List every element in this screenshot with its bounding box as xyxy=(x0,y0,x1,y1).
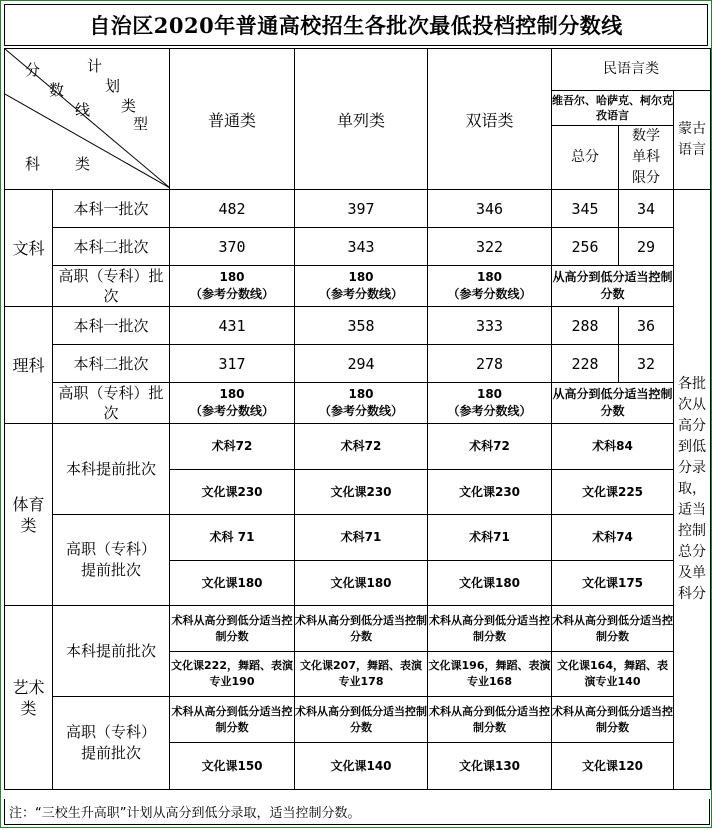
batch-label: 本科二批次 xyxy=(53,345,170,383)
diag-label-ji: 计 xyxy=(87,57,103,75)
score-cell: 术科从高分到低分适当控制分数 xyxy=(170,606,295,652)
footnote: 注：“三校生升高职”计划从高分到低分录取，适当控制分数。 xyxy=(4,799,710,825)
score-cell: 288 xyxy=(552,307,619,345)
score-cell: 文化课196，舞蹈、表演专业168 xyxy=(428,652,552,697)
score-cell: 从高分到低分适当控制分数 xyxy=(552,383,674,424)
score-cell: 文化课164，舞蹈、表演专业140 xyxy=(552,652,674,697)
col-header-weiwuer: 维吾尔、哈萨克、柯尔克孜语言 xyxy=(552,91,674,126)
score-cell: 180 （参考分数线） xyxy=(170,383,295,424)
batch-label: 高职（专科）提前批次 xyxy=(53,697,170,790)
score-cell: 文化课130 xyxy=(428,743,552,790)
col-header-menggu: 蒙古语言 xyxy=(674,91,711,190)
score-cell: 术科72 xyxy=(295,424,428,470)
score-cell: 文化课150 xyxy=(170,743,295,790)
score-cell: 术科从高分到低分适当控制分数 xyxy=(295,606,428,652)
batch-label: 本科提前批次 xyxy=(53,424,170,515)
score-cell: 术科71 xyxy=(428,515,552,561)
score-cell: 36 xyxy=(619,307,674,345)
score-cell: 术科从高分到低分适当控制分数 xyxy=(428,606,552,652)
score-cell: 180 （参考分数线） xyxy=(170,266,295,307)
score-cell: 文化课140 xyxy=(295,743,428,790)
score-cell: 术科从高分到低分适当控制分数 xyxy=(170,697,295,743)
score-cell: 术科从高分到低分适当控制分数 xyxy=(428,697,552,743)
score-cell: 345 xyxy=(552,190,619,228)
score-cell: 术科84 xyxy=(552,424,674,470)
score-cell: 术科 71 xyxy=(170,515,295,561)
score-cell: 343 xyxy=(295,228,428,266)
score-cell: 180 （参考分数线） xyxy=(428,383,552,424)
menggu-note-cell: 各批次从高分到低分录取，适当控制总分及单科分 xyxy=(674,190,711,790)
score-cell: 180 （参考分数线） xyxy=(428,266,552,307)
score-cell: 文化课222，舞蹈、表演专业190 xyxy=(170,652,295,697)
score-table xyxy=(4,48,710,790)
score-cell: 346 xyxy=(428,190,552,228)
score-cell: 294 xyxy=(295,345,428,383)
diag-label-xing: 型 xyxy=(133,115,149,133)
subject-like: 理科 xyxy=(5,307,53,424)
score-cell: 术科74 xyxy=(552,515,674,561)
score-cell: 180 （参考分数线） xyxy=(295,266,428,307)
score-cell: 文化课207，舞蹈、表演专业178 xyxy=(295,652,428,697)
score-cell: 278 xyxy=(428,345,552,383)
score-cell: 370 xyxy=(170,228,295,266)
col-header-zongfen: 总分 xyxy=(552,126,619,190)
diag-label-hua: 划 xyxy=(105,77,121,95)
score-cell: 文化课120 xyxy=(552,743,674,790)
batch-label: 本科一批次 xyxy=(53,307,170,345)
score-cell: 180 （参考分数线） xyxy=(295,383,428,424)
col-header-minyuyan: 民语言类 xyxy=(552,49,711,91)
diag-label-xian: 线 xyxy=(75,101,91,119)
score-cell: 397 xyxy=(295,190,428,228)
score-cell: 从高分到低分适当控制分数 xyxy=(552,266,674,307)
batch-label: 本科提前批次 xyxy=(53,606,170,697)
score-cell: 32 xyxy=(619,345,674,383)
score-cell: 文化课180 xyxy=(170,561,295,606)
score-cell: 文化课230 xyxy=(295,470,428,515)
col-header-shuangyu: 双语类 xyxy=(428,49,552,190)
score-cell: 228 xyxy=(552,345,619,383)
score-cell: 34 xyxy=(619,190,674,228)
score-cell: 322 xyxy=(428,228,552,266)
diag-label-shu: 数 xyxy=(49,81,65,99)
score-cell: 333 xyxy=(428,307,552,345)
score-cell: 文化课225 xyxy=(552,470,674,515)
diag-label-lei: 类 xyxy=(121,97,137,115)
score-cell: 文化课230 xyxy=(428,470,552,515)
diag-label-ke: 科 xyxy=(25,155,41,173)
subject-yishu: 艺术类 xyxy=(5,606,53,790)
score-cell: 文化课180 xyxy=(428,561,552,606)
score-cell: 358 xyxy=(295,307,428,345)
batch-label: 本科二批次 xyxy=(53,228,170,266)
diag-label-lei2: 类 xyxy=(75,155,91,173)
score-cell: 术科72 xyxy=(170,424,295,470)
batch-label: 本科一批次 xyxy=(53,190,170,228)
batch-label: 高职（专科）批次 xyxy=(53,266,170,307)
col-header-putong: 普通类 xyxy=(170,49,295,190)
score-cell: 文化课230 xyxy=(170,470,295,515)
page-title: 自治区2020年普通高校招生各批次最低投档控制分数线 xyxy=(4,4,708,46)
score-cell: 术科72 xyxy=(428,424,552,470)
score-cell: 文化课180 xyxy=(295,561,428,606)
score-cell: 术科从高分到低分适当控制分数 xyxy=(295,697,428,743)
score-cell: 术科从高分到低分适当控制分数 xyxy=(552,606,674,652)
score-cell: 术科从高分到低分适当控制分数 xyxy=(552,697,674,743)
score-cell: 文化课175 xyxy=(552,561,674,606)
col-header-danlie: 单列类 xyxy=(295,49,428,190)
subject-tiyu: 体育类 xyxy=(5,424,53,606)
subject-wenke: 文科 xyxy=(5,190,53,307)
score-cell: 431 xyxy=(170,307,295,345)
score-cell: 术科71 xyxy=(295,515,428,561)
col-header-shuxue: 数学单科限分 xyxy=(619,126,674,190)
score-cell: 29 xyxy=(619,228,674,266)
diagonal-header-cell xyxy=(5,49,170,190)
score-cell: 256 xyxy=(552,228,619,266)
score-cell: 317 xyxy=(170,345,295,383)
batch-label: 高职（专科）批次 xyxy=(53,383,170,424)
score-cell: 482 xyxy=(170,190,295,228)
diag-label-fen: 分 xyxy=(25,61,41,79)
batch-label: 高职（专科）提前批次 xyxy=(53,515,170,606)
